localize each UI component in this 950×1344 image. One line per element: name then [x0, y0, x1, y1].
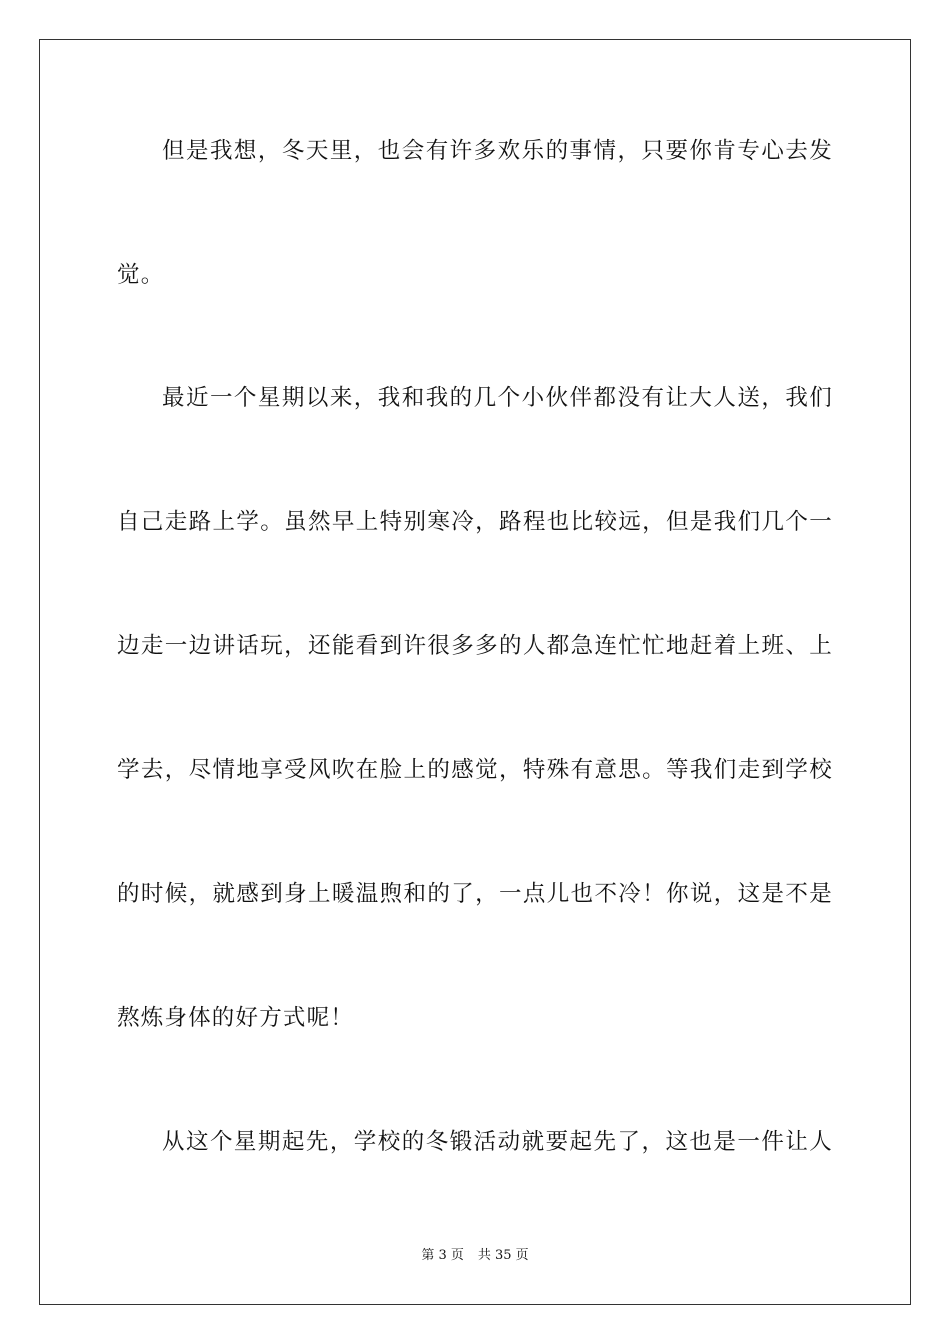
paragraph-1-line-1: 但是我想，冬天里，也会有许多欢乐的事情，只要你肯专心去发	[162, 138, 833, 164]
paragraph-2-line-2: 自己走路上学。虽然早上特别寒冷，路程也比较远，但是我们几个一	[117, 509, 833, 535]
page-footer	[0, 1247, 950, 1265]
paragraph-2-line-5: 的时候，就感到身上暖温煦和的了，一点儿也不冷！你说，这是不是	[117, 881, 833, 907]
page-border	[39, 39, 911, 1305]
paragraph-2-line-4: 学去，尽情地享受风吹在脸上的感觉，特殊有意思。等我们走到学校	[117, 757, 833, 783]
total-pages: 共 35 页	[477, 1248, 529, 1263]
paragraph-2-line-1: 最近一个星期以来，我和我的几个小伙伴都没有让大人送，我们	[162, 385, 833, 411]
paragraph-2-line-6: 熬炼身体的好方式呢！	[117, 1005, 355, 1031]
page-number: 第 3 页	[421, 1248, 464, 1263]
paragraph-3-line-1: 从这个星期起先，学校的冬锻活动就要起先了，这也是一件让人	[162, 1129, 833, 1155]
paragraph-2-line-3: 边走一边讲话玩，还能看到许很多多的人都急连忙忙地赶着上班、上	[117, 633, 833, 659]
paragraph-1-line-2: 觉。	[117, 262, 165, 288]
